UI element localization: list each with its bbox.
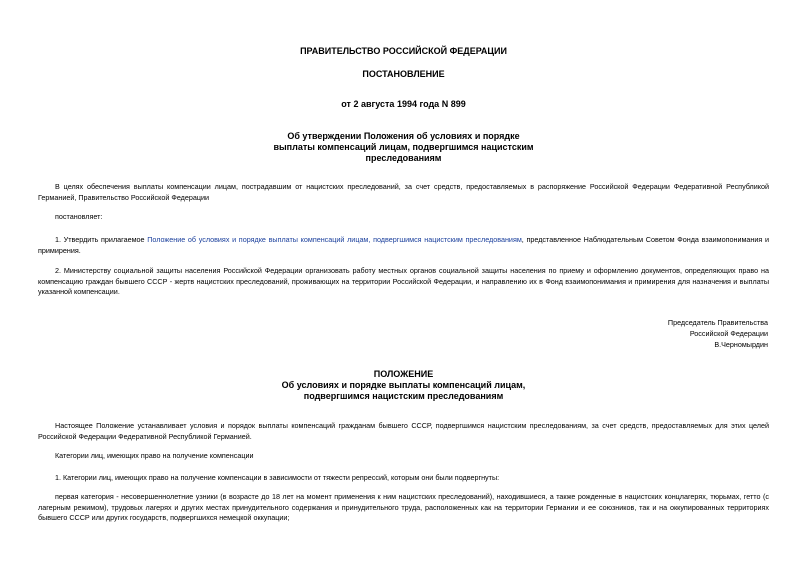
regulation-intro-paragraph: Настоящее Положение устанавливает условия и порядок выплаты компенсаций гражданам бывшего СССР, подвергшимся нацистским преследованиям, за счет средств, предоставляемых для этих целей Российской Федерации Федеративной Республикой Германией. [38, 421, 769, 441]
document-type: ПОСТАНОВЛЕНИЕ [362, 69, 445, 79]
item-1-text-before: 1. Утвердить прилагаемое [55, 235, 148, 244]
document-date-number: от 2 августа 1994 года N 899 [341, 99, 466, 109]
categories-list-intro: 1. Категории лиц, имеющих право на получение компенсации в зависимости от тяжести репрессий, которым они были подвергнуты: [55, 473, 500, 482]
regulation-title-line-2: подвергшимся нацистским преследованиям [303, 391, 504, 401]
resolves-paragraph: постановляет: [55, 212, 103, 221]
regulation-title-line-1: Об условиях и порядке выплаты компенсаций лицам, [281, 380, 526, 390]
document-title-line-2: выплаты компенсаций лицам, подвергшимся нацистским [273, 142, 534, 152]
signature-block [560, 317, 768, 350]
item-1-paragraph [38, 235, 769, 256]
document-title-line-3: преследованиям [365, 153, 442, 163]
document-title-line-1: Об утверждении Положения об условиях и порядке [287, 131, 520, 141]
signature-name: В.Черномырдин [714, 340, 768, 349]
item-1-text-after: , представленное Наблюдательным Советом Фонда взаимопонимания и примирения. [38, 235, 770, 255]
regulation-link[interactable]: Положение об условиях и порядке выплаты компенсаций лицам, подвергшимся нацистским преследованиям [147, 235, 522, 244]
signature-country: Российской Федерации [689, 329, 768, 338]
first-category-paragraph: первая категория - несовершеннолетние узники (в возрасте до 18 лет на момент применения к ним нацистских преследований), находившиеся, а также рожденные в нацистских концлагерях, тюрьмах, гетто (с лагерным режимом), трудовых лагерях и других местах принудительного содержания и принудительного труда, расположенных как на территории Германии и ее союзников, так и на оккупированных территориях бывшего СССР или других государств, подвергшихся немецкой оккупации; [38, 492, 769, 522]
categories-subheading: Категории лиц, имеющих право на получение компенсации [55, 451, 254, 460]
preamble-paragraph: В целях обеспечения выплаты компенсации лицам, пострадавшим от нацистских преследований, за счет средств, предоставляемых в распоряжение Российской Федерации Федеративной Республикой Германией, Правительство Российской Федерации [38, 182, 769, 202]
government-heading: ПРАВИТЕЛЬСТВО РОССИЙСКОЙ ФЕДЕРАЦИИ [300, 46, 507, 56]
regulation-heading: ПОЛОЖЕНИЕ [373, 369, 434, 379]
signature-position: Председатель Правительства [667, 318, 768, 327]
item-2-paragraph: 2. Министерству социальной защиты населения Российской Федерации организовать работу местных органов социальной защиты населения по приему и оформлению документов, определяющих право на компенсацию граждан бывшего СССР - жертв нацистских преследований, проживающих на территории Российской Федерации, и направлению их в Фонд взаимопонимания и примирения для назначения и выплаты указанной компенсации. [38, 266, 769, 296]
